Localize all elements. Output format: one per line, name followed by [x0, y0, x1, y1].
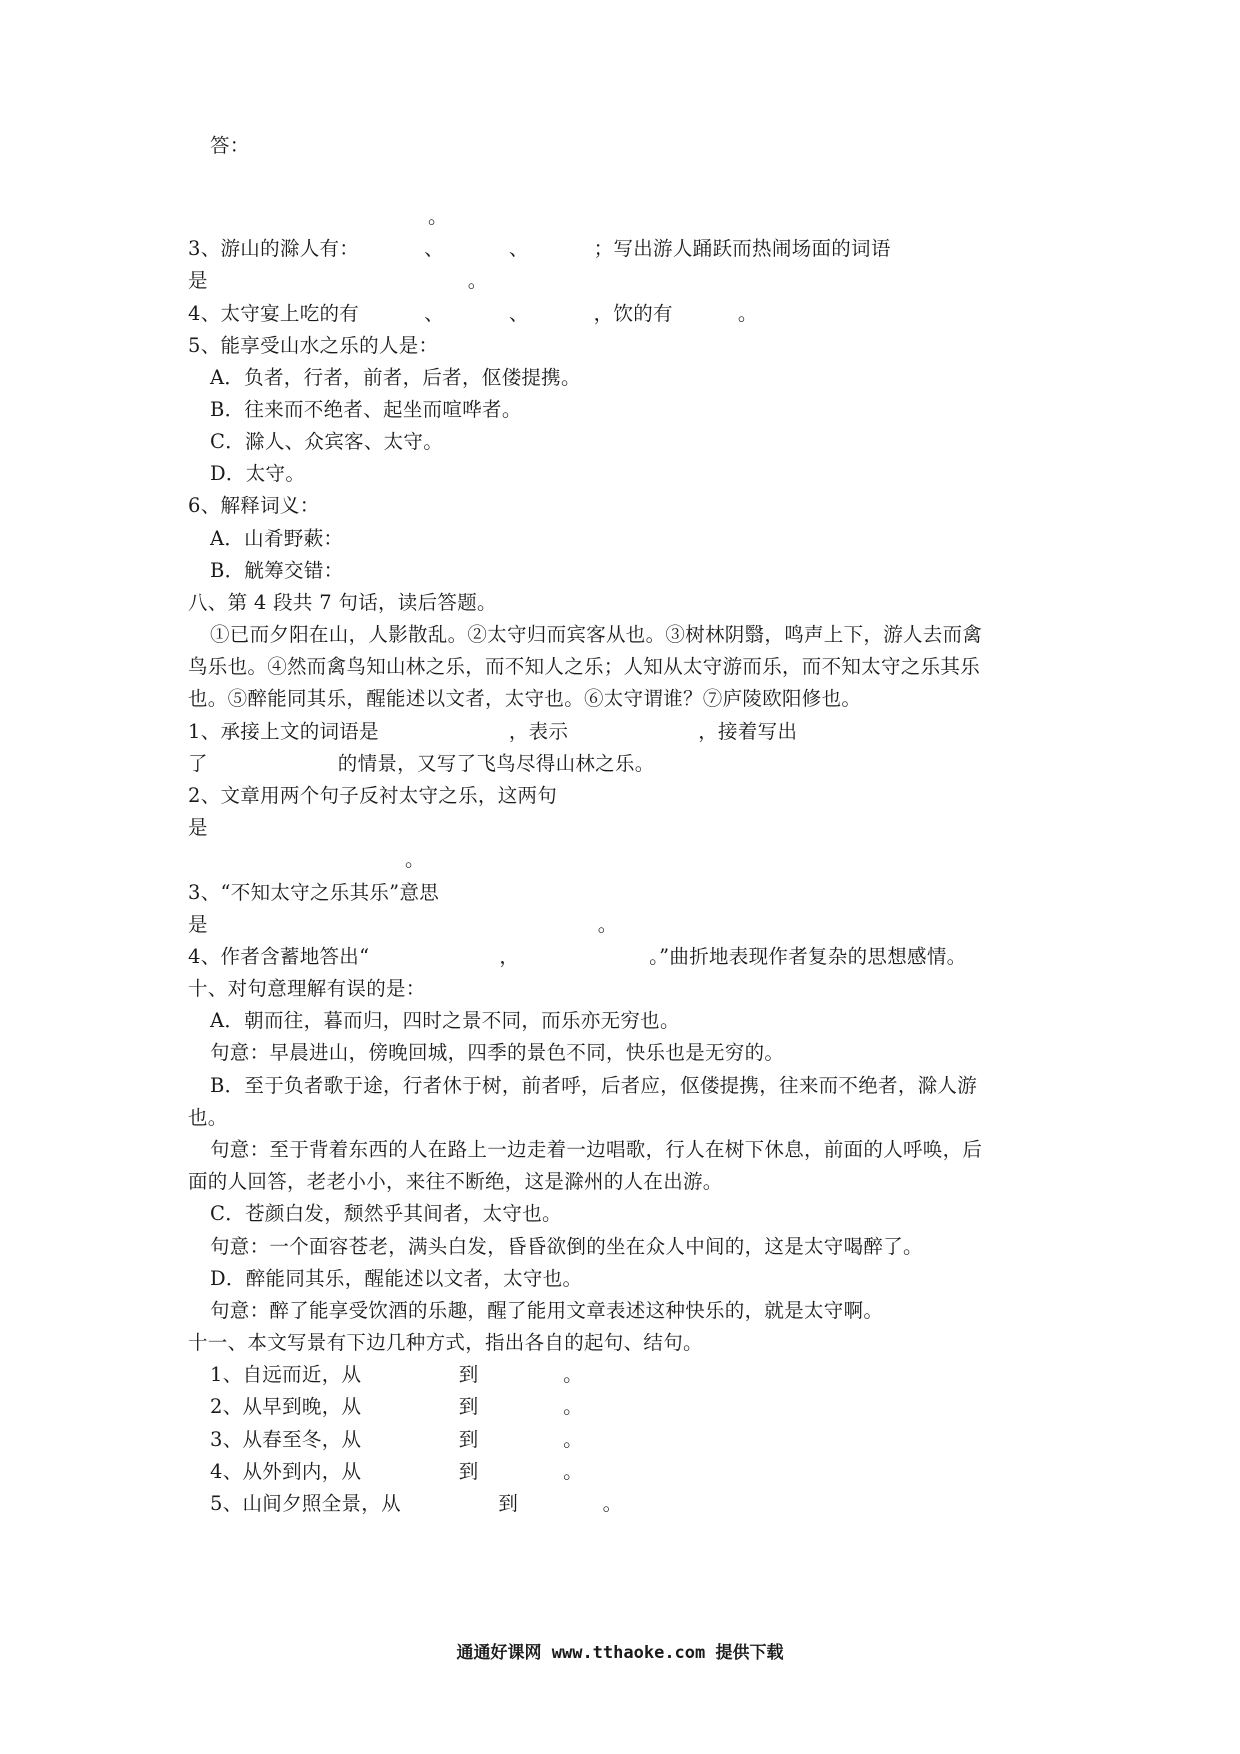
- text-line: 鸟乐也。④然而禽鸟知山林之乐，而不知人之乐；人知从太守游而乐，而不知太守之乐其乐: [188, 655, 981, 678]
- text-line: 句意：至于背着东西的人在路上一边走着一边唱歌，行人在树下休息，前面的人呼唤，后: [210, 1138, 983, 1161]
- text-line: B．觥筹交错：: [210, 559, 344, 582]
- text-line: 也。: [188, 1106, 228, 1129]
- text-line: D．醉能同其乐，醒能述以文者，太守也。: [210, 1267, 583, 1290]
- text-line: 是 。: [188, 913, 618, 936]
- page-footer: 通通好课网 www.tthaoke.com 提供下载: [456, 1643, 784, 1663]
- text-line: 句意：一个面容苍老，满头白发，昏昏欲倒的坐在众人中间的，这是太守喝醉了。: [210, 1235, 923, 1258]
- text-line: D．太守。: [210, 462, 306, 485]
- text-line: 面的人回答，老老小小，来往不断绝，这是滁州的人在出游。: [188, 1170, 723, 1193]
- text-line: 2、从早到晚，从 到 。: [210, 1395, 583, 1418]
- text-line: 1、承接上文的词语是 ，表示 ，接着写出: [188, 720, 798, 743]
- text-line: 句意：醉了能享受饮酒的乐趣，醒了能用文章表述这种快乐的，就是太守啊。: [210, 1299, 884, 1322]
- text-line: 4、太守宴上吃的有 、 、 ，饮的有 。: [188, 302, 758, 325]
- text-line: A．负者，行者，前者，后者，伛偻提携。: [210, 366, 581, 389]
- text-line: 十、对句意理解有误的是：: [188, 977, 426, 1000]
- text-line: 也。⑤醉能同其乐，醒能述以文者，太守也。⑥太守谓谁？⑦庐陵欧阳修也。: [188, 687, 862, 710]
- text-line: 。: [428, 205, 448, 228]
- text-line: 3、从春至冬，从 到 。: [210, 1428, 583, 1451]
- text-line: 。: [405, 848, 425, 871]
- text-line: 4、作者含蓄地答出“ ， 。”曲折地表现作者复杂的思想感情。: [188, 945, 967, 968]
- text-line: 1、自远而近，从 到 。: [210, 1363, 583, 1386]
- text-line: C．滁人、众宾客、太守。: [210, 430, 444, 453]
- text-line: B．往来而不绝者、起坐而喧哗者。: [210, 398, 522, 421]
- text-line: 是: [188, 816, 208, 839]
- text-line: 了 的情景，又写了飞鸟尽得山林之乐。: [188, 752, 655, 775]
- text-line: 6、解释词义：: [188, 494, 320, 517]
- text-line: 5、山间夕照全景，从 到 。: [210, 1492, 623, 1515]
- text-line: ①已而夕阳在山，人影散乱。②太守归而宾客从也。③树林阴翳，鸣声上下，游人去而禽: [210, 623, 983, 646]
- text-line: 答：: [210, 134, 250, 157]
- text-line: 八、第 4 段共 7 句话，读后答题。: [188, 591, 497, 614]
- text-line: 是 。: [188, 269, 488, 292]
- text-line: 句意：早晨进山，傍晚回城，四季的景色不同，快乐也是无穷的。: [210, 1041, 785, 1064]
- text-line: 十一、本文写景有下边几种方式，指出各自的起句、结句。: [188, 1331, 703, 1354]
- text-line: C．苍颜白发，颓然乎其间者，太守也。: [210, 1202, 562, 1225]
- text-line: 2、文章用两个句子反衬太守之乐，这两句: [188, 784, 558, 807]
- text-line: 4、从外到内，从 到 。: [210, 1460, 583, 1483]
- text-line: 5、能享受山水之乐的人是：: [188, 334, 439, 357]
- text-line: A．朝而往，暮而归，四时之景不同，而乐亦无穷也。: [210, 1009, 680, 1032]
- text-line: B．至于负者歌于途，行者休于树，前者呼，后者应，伛偻提携，往来而不绝者，滁人游: [210, 1074, 978, 1097]
- text-line: 3、“不知太守之乐其乐”意思: [188, 881, 440, 904]
- text-line: 3、游山的滁人有： 、 、 ；写出游人踊跃而热闹场面的词语: [188, 237, 891, 260]
- text-line: A．山肴野蔌：: [210, 527, 344, 550]
